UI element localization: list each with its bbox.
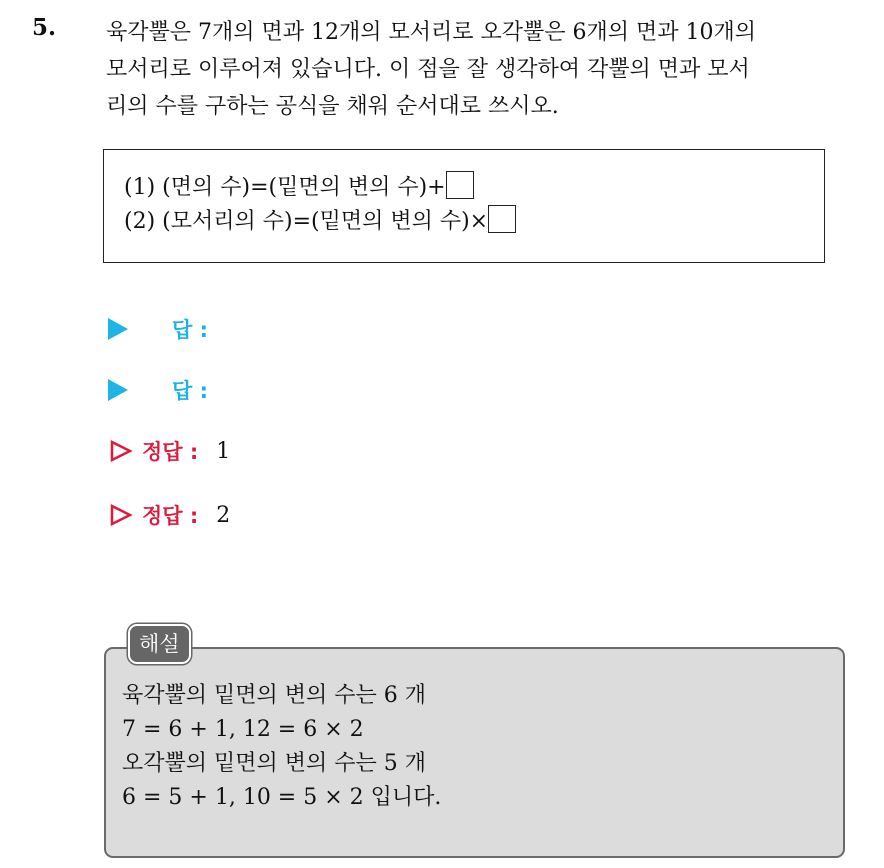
question-number: 5.: [32, 14, 57, 41]
answer-label: 답 :: [172, 379, 208, 403]
blank-box: [488, 205, 516, 233]
formula-row: [124, 171, 824, 205]
solution-row: [110, 500, 230, 530]
explanation-tag: 해설: [128, 624, 191, 664]
solution-value: 1: [216, 438, 231, 464]
outline-triangle-icon: [110, 504, 132, 526]
solution-row: [110, 436, 230, 466]
outline-triangle-icon: [110, 440, 132, 462]
answer-label: 답 :: [172, 318, 208, 342]
answer-row: [108, 314, 208, 344]
play-triangle-icon: [108, 318, 128, 340]
explanation-text: 육각뿔의 밑면의 변의 수는 6 개 7 = 6 + 1, 12 = 6 × 2 오각뿔의 밑면의 변의 수는 5 개 6 = 5 + 1, 10 = 5 × 2 입니다.: [122, 683, 442, 810]
solution-value: 2: [216, 502, 231, 528]
blank-box: [446, 171, 474, 199]
formula-text: (1) (면의 수)=(밑면의 변의 수)+: [124, 175, 446, 200]
formula-text: (2) (모서리의 수)=(밑면의 변의 수)×: [124, 209, 489, 234]
answer-row: [108, 375, 208, 405]
solution-label: 정답 :: [142, 440, 199, 464]
formula-row: [124, 205, 824, 239]
formula-box: [103, 149, 825, 263]
play-triangle-icon: [108, 379, 128, 401]
solution-label: 정답 :: [142, 504, 199, 528]
question-text: 육각뿔은 7개의 면과 12개의 모서리로 오각뿔은 6개의 면과 10개의 모서리로 이루어져 있습니다. 이 점을 잘 생각하여 각뿔의 면과 모서 리의 수를 구하는 공식을 채워 순서대로 쓰시오.: [106, 20, 756, 119]
